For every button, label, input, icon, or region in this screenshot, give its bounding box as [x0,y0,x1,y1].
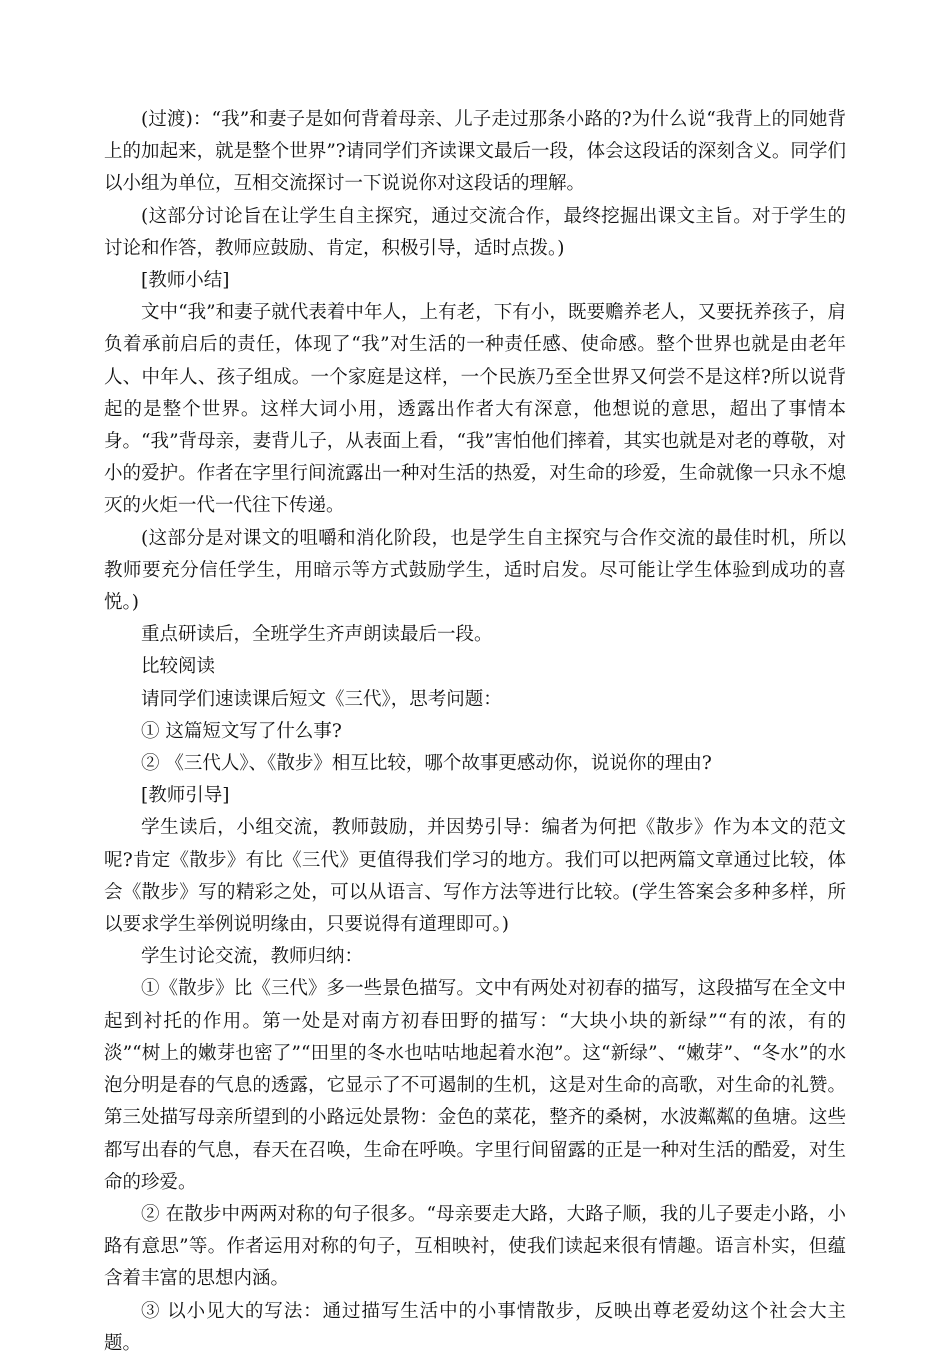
point-3-small-to-big: ③ 以小见大的写法：通过描写生活中的小事情散步，反映出尊老爱幼这个社会大主题。 [104,1300,846,1354]
paragraph-teacher-guidance: 学生读后，小组交流，教师鼓励，并因势引导：编者为何把《散步》作为本文的范文呢?肯定《散步》有比《三代》更值得我们学习的地方。我们可以把两篇文章通过比较，体会《散步》写的精彩之处，可以从语言、写作方法等进行比较。(学生答案会多种多样，所以要求学生举例说明缘由，只要说得有道理即可。) [104,817,846,936]
heading-teacher-summary: [教师小结] [141,270,230,292]
paragraph-teacher-summary: 文中“我”和妻子就代表着中年人，上有老，下有小，既要赡养老人，又要抚养孩子，肩负着承前启后的责任，体现了“我”对生活的一种责任感、使命感。整个世界也就是由老年人、中年人、孩子组成。一个家庭是这样，一个民族乃至全世界又何尝不是这样?所以说背起的是整个世界。这样大词小用，透露出作者大有深意，他想说的意思，超出了事情本身。“我”背母亲，妻背儿子，从表面上看，“我”害怕他们摔着，其实也就是对老的尊敬，对小的爱护。作者在字里行间流露出一种对生活的热爱，对生命的珍爱，生命就像一只永不熄灭的火炬一代一代往下传递。 [104,302,846,517]
paragraph-digest-note: (这部分是对课文的咀嚼和消化阶段，也是学生自主探究与合作交流的最佳时机，所以教师要充分信任学生，用暗示等方式鼓励学生，适时启发。尽可能让学生体验到成功的喜悦。) [104,527,846,614]
point-1-scenery: ①《散步》比《三代》多一些景色描写。文中有两处对初春的描写，这段描写在全文中起到衬托的作用。第一处是对南方初春田野的描写：“大块小块的新绿”“有的浓，有的淡”“树上的嫩芽也密了”“田里的冬水也咕咕地起着水泡”。这“新绿”、“嫩芽”、“冬水”的水泡分明是春的气息的透露，它显示了不可遏制的生机，这是对生命的高歌，对生命的礼赞。第三处描写母亲所望到的小路远处景物：金色的菜花，整齐的桑树，水波粼粼的鱼塘。这些都写出春的气息，春天在召唤，生命在呼唤。字里行间留露的正是一种对生活的酷爱，对生命的珍爱。 [104,978,846,1193]
paragraph-discussion-note: (这部分讨论旨在让学生自主探究，通过交流合作，最终挖掘出课文主旨。对于学生的讨论和作答，教师应鼓励、肯定，积极引导，适时点拨。) [104,205,846,259]
heading-comparative-reading: 比较阅读 [141,656,216,678]
paragraph-speed-read: 请同学们速读课后短文《三代》，思考问题： [141,688,502,710]
paragraph-discussion-summary: 学生讨论交流，教师归纳： [141,946,364,968]
question-2: ② 《三代人》、《散步》相互比较，哪个故事更感动你，说说你的理由? [141,753,712,775]
question-1: ① 这篇短文写了什么事? [141,720,342,742]
heading-teacher-guidance: [教师引导] [141,785,230,807]
paragraph-read-aloud: 重点研读后，全班学生齐声朗读最后一段。 [141,624,493,646]
point-2-symmetry: ② 在散步中两两对称的句子很多。“母亲要走大路，大路子顺，我的儿子要走小路，小路有意思”等。作者运用对称的句子，互相映衬，使我们读起来很有情趣。语言朴实，但蕴含着丰富的思想内涵。 [104,1203,846,1290]
paragraph-transition: (过渡)：“我”和妻子是如何背着母亲、儿子走过那条小路的?为什么说“我背上的同她背上的加起来，就是整个世界”?请同学们齐读课文最后一段，体会这段话的深刻含义。同学们以小组为单位，互相交流探讨一下说说你对这段话的理解。 [104,109,846,195]
